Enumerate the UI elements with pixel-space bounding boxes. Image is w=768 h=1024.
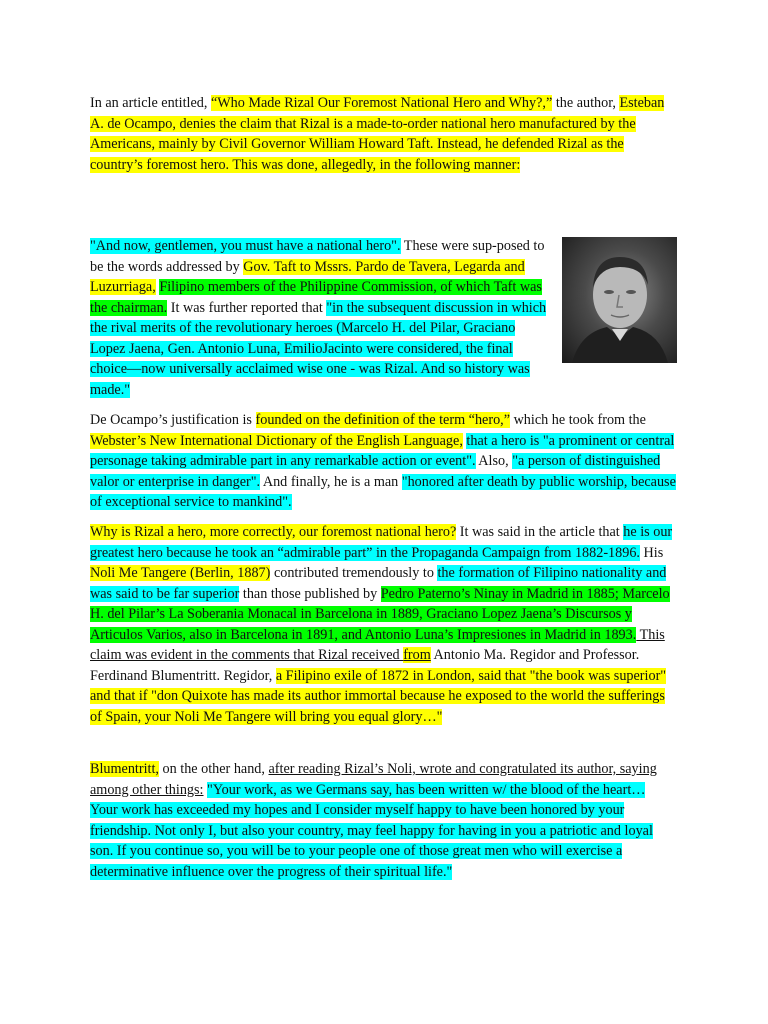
underlined-claim: This claim was evident in the comments that Rizal received bbox=[90, 626, 665, 663]
text-run: on the other hand, bbox=[158, 761, 269, 777]
text-run: His bbox=[639, 544, 664, 561]
highlight-commission: Filipino members of the Philippine Commission, of which Taft was the chairman. bbox=[90, 279, 542, 316]
underlined-reading: after reading Rizal’s Noli, wrote and congratulated its author, saying among other things: bbox=[90, 761, 657, 798]
highlight-addressees: Gov. Taft to Mssrs. Pardo de Tavera, Legarda and Luzurriaga, bbox=[90, 258, 525, 295]
blumentritt-paragraph bbox=[90, 759, 676, 882]
text-run: contributed tremendously to bbox=[270, 565, 438, 581]
highlight-question: Why is Rizal a hero, more correctly, our foremost national hero? bbox=[90, 524, 457, 540]
text-run: De Ocampo’s justification is bbox=[90, 412, 256, 428]
quote-paragraph bbox=[90, 236, 552, 400]
text-run: Also, bbox=[475, 453, 513, 469]
portrait-figure bbox=[562, 237, 677, 363]
highlight-from: from bbox=[403, 647, 431, 663]
text-run: And finally, he is a man bbox=[260, 473, 402, 490]
highlight-dictionary: Webster’s New International Dictionary of the English Language, bbox=[90, 432, 463, 449]
highlight-letter-quote: "Your work, as we Germans say, has been written w/ the blood of the heart… Your work has exceeded my hopes and I consider myself happy to have been honored by your friendship. Not only I, but also your country, may feel happy for having in you a patriotic and loyal son. If you continue so, you will be to your people one of those great men who will exercise a determinative influence over the progress of their spiritual life." bbox=[90, 781, 653, 880]
text-run: Antonio Ma. Regidor and Professor. Ferdinand Blumentritt. Regidor, bbox=[90, 647, 640, 684]
highlight-blumentritt: Blumentritt, bbox=[90, 761, 159, 777]
highlight-quote: "And now, gentlemen, you must have a national hero". bbox=[90, 238, 401, 254]
text-run: It was said in the article that bbox=[456, 524, 624, 540]
definition-paragraph bbox=[90, 410, 676, 513]
highlight-honored: "honored after death by public worship, because of exceptional service to mankind". bbox=[90, 473, 676, 510]
highlight-claim: denies the claim that Rizal is a made-to-order national hero manufactured by the Americans, mainly by Civil Governor William Howard Taft. Instead, he defended Rizal as the country’s foremost hero. This was done, allegedly, in the following manner: bbox=[90, 115, 636, 173]
highlight-article-title: “Who Made Rizal Our Foremost National Hero and Why?,” bbox=[210, 95, 553, 111]
highlight-definition: founded on the definition of the term “hero,” bbox=[255, 412, 511, 428]
text-run: which he took from the bbox=[510, 412, 646, 428]
text-run: than those published by bbox=[239, 585, 381, 602]
text-run: In an article entitled, bbox=[90, 95, 211, 111]
highlight-noli: Noli Me Tangere (Berlin, 1887) bbox=[90, 565, 271, 581]
text-run: the author, bbox=[552, 95, 620, 111]
text-run: These were sup-posed to be the words addressed by bbox=[90, 238, 545, 275]
highlight-hero-definition: that a hero is "a prominent or central personage taking admirable part in any remarkable action or event". bbox=[90, 432, 675, 469]
highlight-discussion: "in the subsequent discussion in which the rival merits of the revolutionary heroes (Marcelo H. del Pilar, Graciano Lopez Jaena, Gen. Antonio Luna, EmilioJacinto were considered, the final choice—now universally acclaimed wise one - was Rizal. And so history was made." bbox=[90, 299, 547, 398]
highlight-author: Esteban A. de Ocampo, bbox=[90, 95, 665, 132]
portrait-photo bbox=[562, 237, 677, 363]
highlight-regidor: a Filipino exile of 1872 in London, said that "the book was superior" and that if "don Quixote has made its author immortal because he exposed to the world the sufferings of Spain, your Noli Me Tangere will bring you equal glory…" bbox=[90, 667, 667, 725]
text-run: It was further reported that bbox=[167, 299, 327, 316]
highlight-publications: Pedro Paterno’s Ninay in Madrid in 1885; Marcelo H. del Pilar’s La Soberania Monacal in Barcelona in 1889, Graciano Lopez Jaena’s Discursos y Articulos Varios, also in Barcelona in 1891, and Antonio Luna’s Impresiones in Madrid in 1893. bbox=[90, 585, 670, 643]
why-hero-paragraph bbox=[90, 522, 676, 727]
highlight-valor: "a person of distinguished valor or enterprise in danger". bbox=[90, 453, 661, 490]
highlight-propaganda: he is our greatest hero because he took an “admirable part” in the Propaganda Campaign from 1882-1896. bbox=[90, 524, 673, 561]
highlight-nationality: the formation of Filipino nationality and was said to be far superior bbox=[90, 565, 667, 602]
intro-paragraph bbox=[90, 93, 676, 175]
